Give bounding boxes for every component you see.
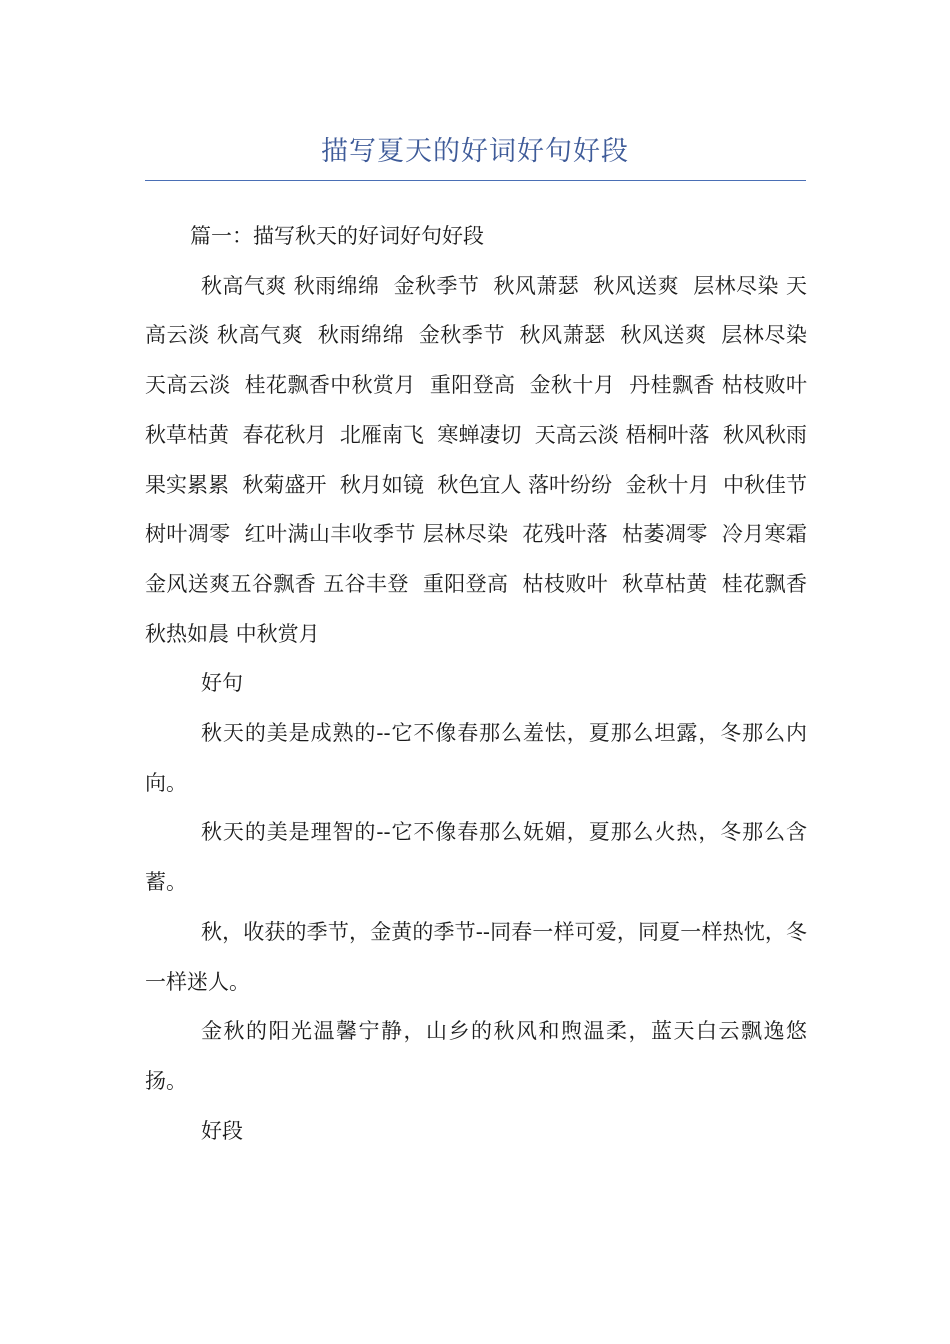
sentence-paragraph: 秋天的美是成熟的--它不像春那么羞怯，夏那么坦露，冬那么内向。 [145, 721, 807, 795]
good-sentences-heading: 好句 [201, 671, 243, 696]
document-body [145, 212, 821, 1156]
good-paragraphs-heading: 好段 [201, 1118, 243, 1143]
section-heading: 篇一：描写秋天的好词好句好段 [190, 224, 484, 248]
sentence-paragraph: 秋，收获的季节，金黄的季节--同春一样可爱，同夏一样热忱，冬一样迷人。 [145, 919, 807, 994]
sentence-paragraph: 金秋的阳光温馨宁静，山乡的秋风和煦温柔，蓝天白云飘逸悠扬。 [145, 1019, 807, 1093]
sentence-paragraph: 秋天的美是理智的--它不像春那么妩媚，夏那么火热，冬那么含蓄。 [145, 820, 807, 895]
document-title: 描写夏天的好词好句好段 [321, 136, 629, 167]
words-paragraph: 秋高气爽 秋雨绵绵 金秋季节 秋风萧瑟 秋风送爽 层林尽染 天高云淡 秋高气爽 秋雨绵绵 金秋季节 秋风萧瑟 秋风送爽 层林尽染 天高云淡 桂花飘香中秋赏月 重阳登高 金秋十月 丹桂飘香 枯枝败叶 秋草枯黄 春花秋月 北雁南飞 寒蝉凄切 天高云淡 梧桐叶落 秋风秋雨 果实累累 秋菊盛开 秋月如镜 秋色宜人 落叶纷纷 金秋十月 中秋佳节树叶凋零 红叶满山丰收季节 层林尽染 花残叶落 枯萎凋零 冷月寒霜 金风送爽五谷飘香 五谷丰登 重阳登高 枯枝败叶 秋草枯黄 桂花飘香秋热如晨 中秋赏月 [145, 273, 821, 646]
title-underline [145, 180, 806, 181]
